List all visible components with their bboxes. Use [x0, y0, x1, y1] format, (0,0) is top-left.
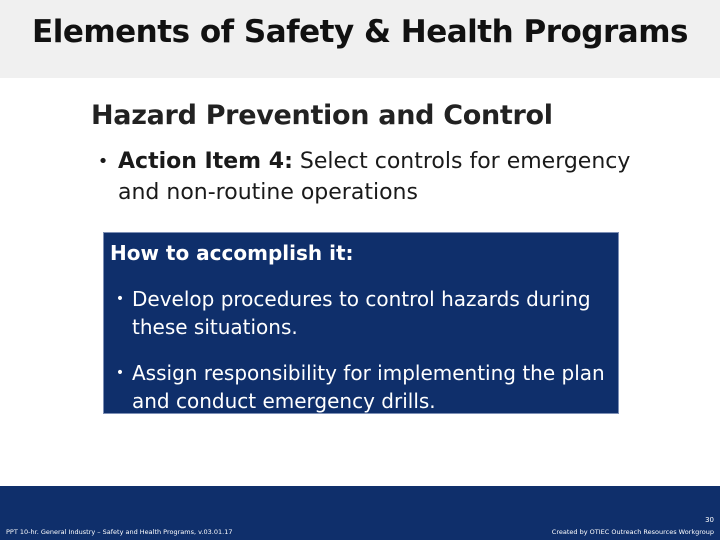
how-to-heading: How to accomplish it:	[110, 241, 354, 265]
how-to-list	[108, 285, 608, 433]
list-item	[108, 359, 608, 415]
bullet-dot-icon: •	[115, 291, 125, 307]
bullet-dot-icon: •	[97, 151, 109, 172]
how-to-box	[103, 232, 619, 414]
footer-credit: Created by OTIEC Outreach Resources Workgroup	[551, 528, 714, 536]
action-item-text	[118, 146, 648, 208]
list-item-text: Develop procedures to control hazards during these situations.	[132, 287, 591, 339]
action-item-label: Action Item 4:	[118, 149, 293, 174]
page-number: 30	[705, 516, 714, 524]
slide-title: Elements of Safety & Health Programs	[32, 14, 688, 50]
list-item-text: Assign responsibility for implementing the plan and conduct emergency drills.	[132, 361, 605, 413]
slide-subtitle: Hazard Prevention and Control	[91, 100, 553, 131]
action-item-bullet	[88, 146, 648, 208]
action-item-description: Select controls for emergency and non-routine operations	[118, 149, 631, 205]
bullet-dot-icon: •	[115, 365, 125, 381]
footer-bar	[0, 486, 720, 540]
list-item	[108, 285, 608, 341]
footer-course-info: PPT 10-hr. General Industry – Safety and Health Programs, v.03.01.17	[6, 528, 233, 536]
